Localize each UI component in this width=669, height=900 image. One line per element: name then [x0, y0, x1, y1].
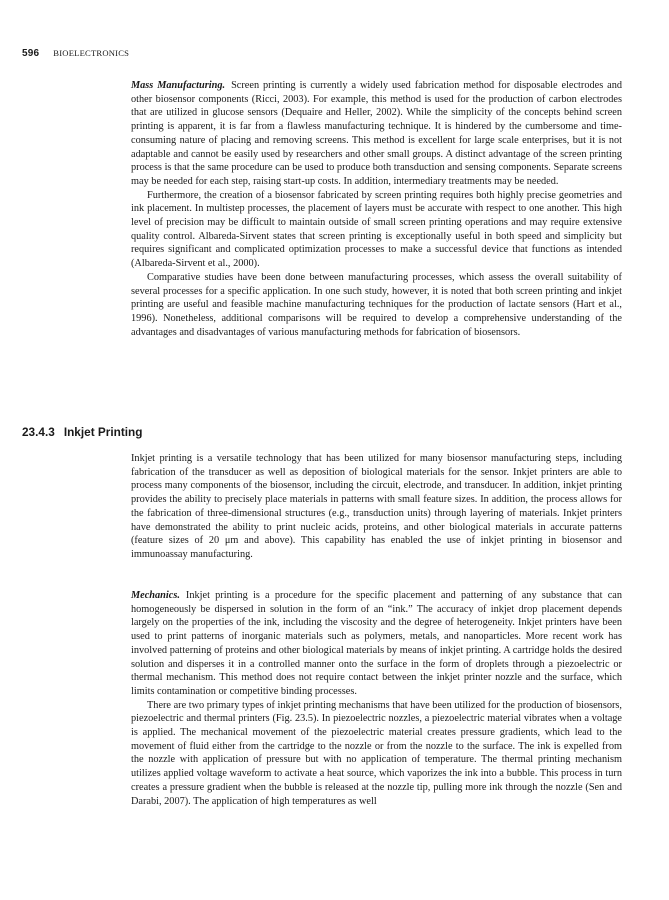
running-title: BIOELECTRONICS	[53, 48, 130, 58]
paragraph: Inkjet printing is a versatile technology that has been utilized for many biosensor manufacturing steps, including fabrication of the transducer as well as deposition of biological materials for the sensor. Inkjet printers are able to process many components of the biosensor, including the circuit, electrode, and transducer. In addition, inkjet printing provides the ability to precisely place materials in patterns with small feature sizes. In addition, the process allows for the fabrication of three-dimensional structures (e.g., transduction units) through layering of materials. Inkjet printers have demonstrated the ability to print nucleic acids, proteins, and other biological materials in accurate patterns (feature sizes of 20 μm and above). This capability has enabled the use of inkjet printing in biosensor and immunoassay manufacturing.	[131, 453, 622, 560]
inkjet-intro	[131, 452, 622, 562]
paragraph: Comparative studies have been done between manufacturing processes, which assess the overall suitability of several processes for a specific application. In one such study, however, it is noted that both screen printing and inkjet printing are useful and feasible machine manufacturing techniques for the production of lactate sensors (Hart et al., 1996). Nonetheless, additional comparisons will be required to develop a comprehensive understanding of the advantages and disadvantages of various manufacturing methods for fabrication of biosensors.	[131, 271, 622, 338]
subsection-heading	[22, 425, 142, 439]
page-number: 596	[22, 48, 40, 59]
paragraph: There are two primary types of inkjet printing mechanisms that have been utilized for the production of biosensors, piezoelectric and thermal printers (Fig. 23.5). In piezoelectric nozzles, a piezoelectric material vibrates when a voltage is applied. The mechanical movement of the piezoelectric material creates pressure gradients, which lead to the movement of fluid either from the cartridge to the nozzle or from the nozzle to the surface. The ink is expelled from the nozzle with application of pressure but with no application of temperature. The thermal printing mechanism utilizes applied voltage waveform to activate a heat source, which vaporizes the ink into a bubble. This process in turn creates a pressure gradient when the bubble is released at the nozzle tip, pulling more ink through the nozzle (Sen and Darabi, 2007). The application of high temperatures as well	[131, 699, 622, 807]
paragraph	[131, 589, 622, 699]
mechanics-section	[131, 589, 622, 808]
run-in-heading: Mechanics.	[131, 590, 180, 601]
subsection-number: 23.4.3	[22, 425, 55, 439]
mass-manufacturing-section	[131, 79, 622, 339]
paragraph-text: Inkjet printing is a procedure for the specific placement and patterning of any substance that can homogeneously be dispersed in solution in the form of an “ink.” The accuracy of inkjet drop placement depends largely on the properties of the ink, including the viscosity and the degree of heterogeneity. Inkjet printers have been used to print patterns of inorganic materials such as polymers, metals, and nanoparticles. More recent work has involved patterning of proteins and other biological materials by means of inkjet printing. A cartridge holds the desired solution and disperses it in a controlled manner onto the surface in the form of droplets through a piezoelectric or thermal mechanism. This method does not require contact between the inkjet printer nozzle and the surface, which limits contamination or competitive binding processes.	[131, 590, 622, 697]
run-in-heading: Mass Manufacturing.	[131, 80, 226, 91]
paragraph: Furthermore, the creation of a biosensor fabricated by screen printing requires both highly precise geometries and ink placement. In multistep processes, the placement of layers must be accurate with respect to one another. This high level of precision may be difficult to maintain outside of small screen printing operations and may require extensive quality control. Albareda-Sirvent states that screen printing is exceptionally useful in both speed and simplicity but requires significant and complicated optimization processes to make a successful device that functions as intended (Albareda-Sirvent et al., 2000).	[131, 189, 622, 270]
subsection-title: Inkjet Printing	[63, 425, 143, 439]
paragraph-text: Screen printing is currently a widely used fabrication method for disposable electrodes and other biosensor components (Ricci, 2003). For example, this method is used for the production of carbon electrodes that are utilized in glucose sensors (Dequaire and Heller, 2002). While the simplicity of the concepts behind screen printing is apparent, it is far from a flawless manufacturing technique. It is hindered by the cumbersome and time-consuming nature of placing and removing screens. This method is excellent for large scale enterprises, but it is not adaptable and cannot be easily used by researchers and other small groups. A distinct advantage of the screen printing process is that the same procedure can be used to produce both transduction and sensing components. Separate screens may be needed for each step, raising start-up costs. In addition, intermediary treatments may be needed.	[131, 80, 623, 187]
paragraph	[131, 79, 622, 189]
running-head	[22, 48, 129, 59]
